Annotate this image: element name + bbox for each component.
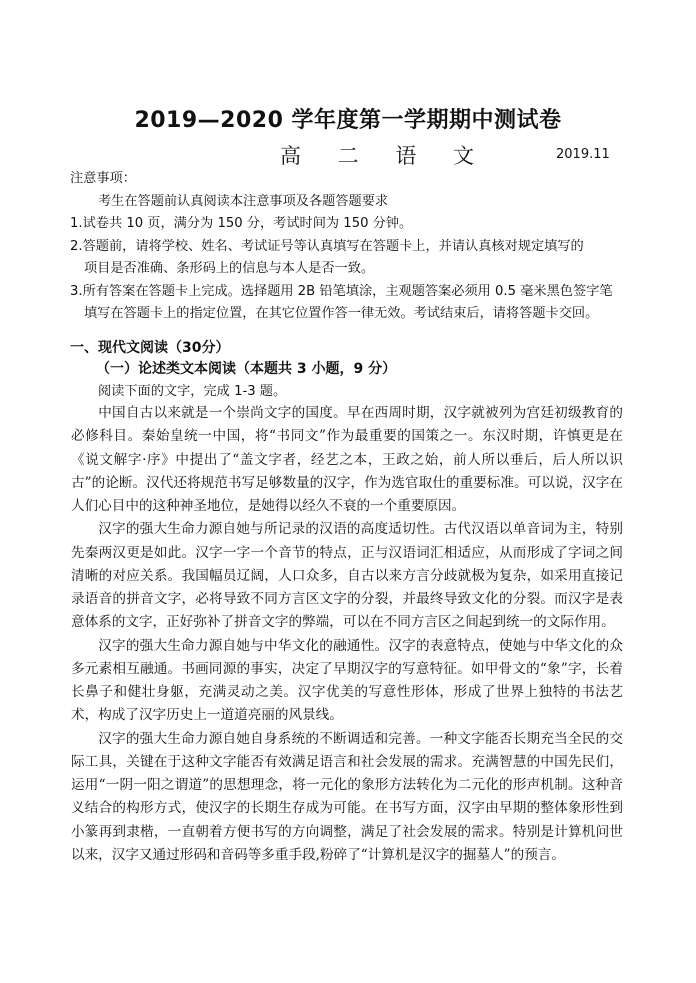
notes-intro: 考生在答题前认真阅读本注意事项及各题答题要求 (98, 193, 389, 209)
exam-title: 2019—2020 学年度第一学期期中测试卷 (134, 108, 562, 133)
notes-item-3-line-1: 3.所有答案在答题卡上完成。选择题用 2B 铅笔填涂，主观题答案必须用 0.5 毫米黑色签字笔 (70, 283, 613, 299)
notes-item-1: 1.试卷共 10 页，满分为 150 分，考试时间为 150 分钟。 (70, 216, 413, 231)
subsection-heading: （一）论述类文本阅读（本题共 3 小题，9 分） (96, 361, 397, 377)
passage-paragraph-1: 中国自古以来就是一个崇尚文字的国度。早在西周时期，汉字就被列为宫廷初级教育的必修科目。秦始皇统一中国，将“书同文”作为最重要的国策之一。东汉时期，许慎更是在《说文解字·序》中提出了“盖文字者，经艺之本，王政之始，前人所以垂后，后人所以识古”的论断。汉代还将规范书写足够数量的汉字，作为选官取仕的重要标准。可以说，汉字在人们心目中的这种神圣地位，是她得以经久不衰的一个重要原因。 (71, 405, 623, 514)
notes-item-2-line-1: 2.答题前，请将学校、姓名、考试证号等认真填写在答题卡上，并请认真核对规定填写的 (70, 238, 584, 254)
reading-passage (71, 402, 623, 867)
reading-instruction: 阅读下面的文字，完成 1-3 题。 (98, 384, 287, 399)
notes-item-2-line-2: 项目是否准确、条形码上的信息与本人是否一致。 (84, 261, 375, 276)
subject-title: 高 二 语 文 (280, 144, 490, 168)
passage-paragraph-2: 汉字的强大生命力源自她与所记录的汉语的高度适切性。古代汉语以单音词为主，特别先秦两汉更是如此。汉字一字一个音节的特点，正与汉语词汇相适应，从而形成了字词之间清晰的对应关系。我国幅员辽阔，人口众多，自古以来方言分歧就极为复杂，如采用直接记录语音的拼音文字，必将导致不同方言区文字的分裂，并最终导致文化的分裂。而汉字是表意体系的文字，正好弥补了拼音文字的弊端，可以在不同方言区之间起到统一的文际作用。 (71, 521, 623, 631)
instructions-block (70, 168, 650, 326)
passage-paragraph-3: 汉字的强大生命力源自她与中华文化的融通性。汉字的表意特点，使她与中华文化的众多元素相互融通。书画同源的事实，决定了早期汉字的写意特征。如甲骨文的“象”字，长着长鼻子和健壮身躯，充满灵动之美。汉字优美的写意性形体，形成了世界上独特的书法艺术，构成了汉字历史上一道道亮丽的风景线。 (71, 637, 623, 724)
notes-heading: 注意事项： (70, 171, 136, 186)
notes-item-3-line-2: 填写在答题卡上的指定位置，在其它位置作答一律无效。考试结束后，请将答题卡交回。 (84, 306, 599, 321)
exam-date: 2019.11 (556, 147, 610, 162)
passage-paragraph-4: 汉字的强大生命力源自她自身系统的不断调适和完善。一种文字能否长期充当全民的交际工具，关键在于这种文字能否有效满足语言和社会发展的需求。充满智慧的中国先民们，运用“一阴一阳之谓道”的思想理念，将一元化的象形方法转化为二元化的形声机制。这种音义结合的构形方式，使汉字的长期生存成为可能。在书写方面，汉字由早期的整体象形性到小篆再到隶楷，一直朝着方便书写的方向调整，满足了社会发展的需求。特别是计算机问世以来，汉字又通过形码和音码等多重手段,粉碎了“计算机是汉字的掘墓人”的预言。 (71, 730, 623, 863)
section-heading: 一、现代文阅读（30分） (70, 340, 230, 356)
